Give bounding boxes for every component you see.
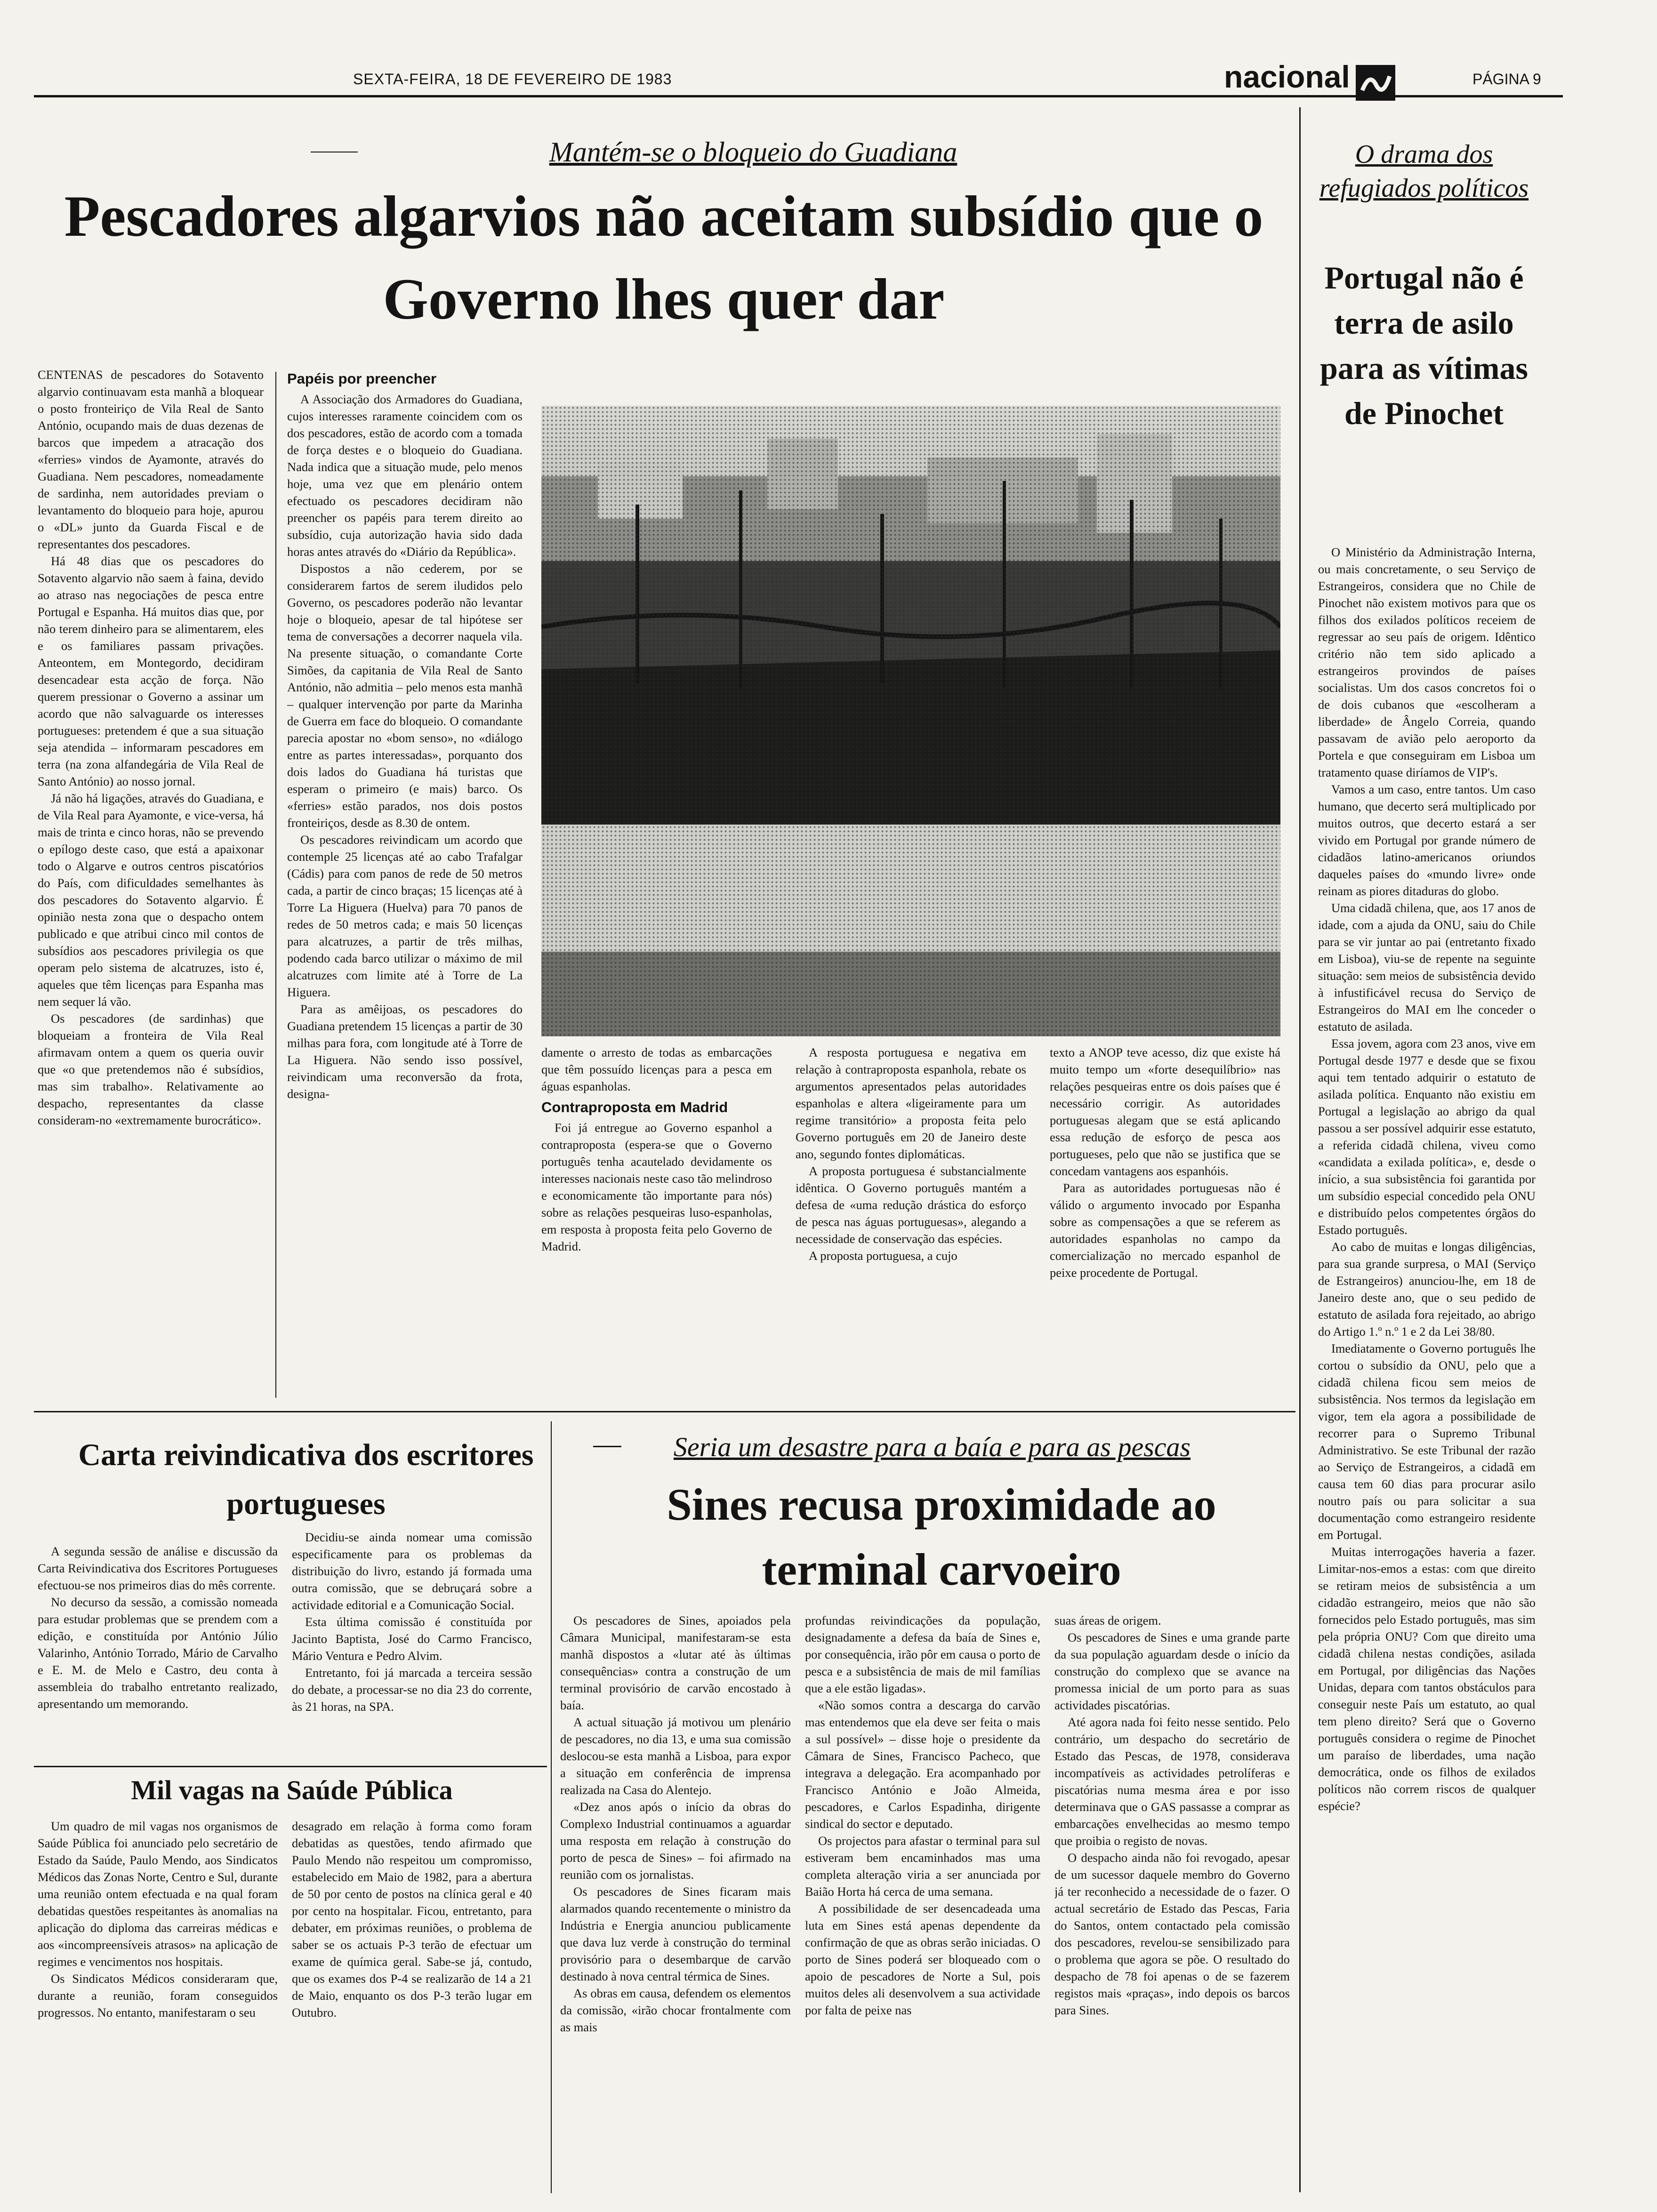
paragraph: A possibilidade de ser desencadeada uma luta em Sines está apenas dependente da confirmação de que as obras serão iniciadas. O porto de Sines poderá ser bloqueado com o apoio de pescadores de Norte a Sul, pois muitos deles ali desenvolvem a sua actividade por falta de peixe nas [805, 1901, 1040, 2017]
paragraph: Um quadro de mil vagas nos organismos de Saúde Pública foi anunciado pelo secretário de Estado da Saúde, Paulo Mendo, aos Sindicatos Médicos das Zonas Norte, Centro e Sul, durante uma reunião ontem efectuada e na qual foram debatidas questões respeitantes às anomalias na aplicação do diploma das carreiras médicas e aos «incompreensíveis atrasos» na aplicação de regimes e vencimentos nos hospitais. [38, 1819, 278, 1969]
lead-headline: Pescadores algarvios não aceitam subsídio que o Governo lhes quer dar [64, 184, 1263, 331]
carta-column-1 [38, 1543, 278, 1760]
sines-rule [551, 1421, 552, 2193]
paragraph: A segunda sessão de análise e discussão da Carta Reivindicativa dos Escritores Portugueses efectuou-se nos primeiros dias do mês corrente. [38, 1544, 278, 1592]
paragraph: A actual situação já motivou um plenário de pescadores, no dia 13, e uma sua comissão deslocou-se esta manhã a Lisboa, para expor a situação em conferência de imprensa realizada na Casa do Alentejo. [560, 1715, 791, 1797]
lead-bottom-rule [34, 1411, 1295, 1412]
paragraph: No decurso da sessão, a comissão nomeada para estudar problemas que se prendem com a edição, e constituída por António Júlio Valarinho, António Torrado, Mário de Carvalho e E. M. de Melo e Castro, deu conta à assembleia do trabalho entretanto realizado, apresentando um memorando. [38, 1595, 278, 1711]
paragraph: Os Sindicatos Médicos consideraram que, durante a reunião, foram conseguidos progressos. No entanto, manifestaram o seu [38, 1972, 278, 2020]
paragraph: A proposta portuguesa, a cujo [809, 1249, 957, 1263]
carta-column-2 [292, 1529, 532, 1760]
paragraph: texto a ANOP teve acesso, diz que existe há muito tempo um «forte desequilíbrio» nas relações pesqueiras entre os dois países que é necessário corrigir. As autoridades portuguesas alegam que se está aplicando essa redução de esforço de pesca aos portugueses, pelo que não se justifica que se concedam vantagens aos espanhóis. [1050, 1045, 1280, 1178]
paragraph: Até agora nada foi feito nesse sentido. Pelo contrário, um despacho do secretário de Estado das Pescas, de 1978, considerava incompatíveis as actividades petrolíferas e piscatórias numa mesma área e por isso determinava que o GAS passasse a comprar as embarcações envelhecidas ao mesmo tempo que proibia o registo de novas. [1054, 1715, 1290, 1848]
sines-column-1 [560, 1612, 791, 2200]
lead-column-5 [1050, 1044, 1280, 1406]
paragraph: Os pescadores reivindicam um acordo que contemple 25 licenças até ao cabo Trafalgar (Cádis) para com panos de rede de 50 metros cada, a partir de cinco braças; 15 licenças até à Torre La Higuera (Huelva) para 70 panos de redes de 50 metros cada; e mais 50 licenças para alcatruzes, a partir de três milhas, podendo cada barco utilizar o máximo de mil alcatruzes com limite até à Torre de La Higuera. [287, 833, 523, 999]
paragraph: Os pescadores de Sines e uma grande parte da sua população aguardam desde o início da construção do complexo que se avance na promessa inicial de um porto para as suas actividades piscatórias. [1054, 1630, 1290, 1712]
paragraph: Ao cabo de muitas e longas diligências, para sua grande surpresa, o MAI (Serviço de Estrangeiros) anunciou-lhe, em 18 de Janeiro deste ano, que o seu pedido de estatuto de asilada fora rejeitado, ao abrigo do Artigo 1.º n.º 1 e 2 da Lei 38/80. [1318, 1240, 1536, 1338]
paragraph: Muitas interrogações haveria a fazer. Limitar-nos-emos a estas: com que direito se retiram meios de subsistência a um cidadão estrangeiro, meios que não são fornecidos pelo Estado português, mas sim pela própria ONU? Com que direito uma cidadã chilena nestas condições, asilada em Portugal, por diligências das Nações Unidas, depara com tantos obstáculos para conseguir neste País um estatuto, ao qual tem pleno direito? Será que o Governo português considera o regime de Pinochet um paraíso de liberdades, uma nação democrática, onde os filhos de exilados políticos não correm riscos de qualquer espécie? [1318, 1545, 1536, 1813]
paragraph: «Dez anos após o início da obras do Complexo Industrial continuamos a aguardar uma resposta em relação à construção do porto de pesca de Sines» – foi afirmado na reunião com os jornalistas. [560, 1800, 791, 1882]
paragraph: Já não há ligações, através do Guadiana, e de Vila Real para Ayamonte, e vice-versa, há mais de trinta e cinco horas, não se prevendo o epílogo deste caso, que está a apaixonar todo o Algarve e outros centros piscatórios do País, com dificuldades semelhantes às dos pescadores do Sotavento algarvio. É opinião nesta zona que o despacho ontem publicado e que atribui cinco mil contos de subsídios aos pescadores privilegia os que operam pelo sistema de alcatruzes, isto é, aqueles que têm licenças para Espanha mas nem sequer lá vão. [38, 791, 264, 1009]
carta-headline: Carta reivindicativa dos escritores portugueses [78, 1438, 534, 1521]
paragraph: profundas reivindicações da população, designadamente a defesa da baía de Sines e, por consequência, irão pôr em causa o porto de pesca e a subsistência de mais de mil famílias que a ele estão ligadas». [805, 1613, 1040, 1695]
paragraph: O Ministério da Administração Interna, ou mais concretamente, o seu Serviço de Estrangeiros, considera que no Chile de Pinochet não existem motivos para que os filhos dos exilados políticos receiem de regressar ao seu país de origem. Idêntico critério não tem sido aplicado a estrangeiros provindos de países socialistas. Um dos casos concretos foi o de dois cubanos que «escolheram a liberdade» de Ângelo Correia, quando passavam de avião pelo aeroporto da Portela e que conseguiram em Lisboa um tratamento quase diríamos de VIP's. [1318, 545, 1536, 779]
paragraph: A Associação dos Armadores do Guadiana, cujos interesses raramente coincidem com os dos pescadores, estão de acordo com a tomada de força destes e o bloqueio do Guadiana. Nada indica que a situação mude, pelo menos hoje, uma vez que em plenário ontem efectuado os pescadores decidiram não preencher os papéis para terem direito ao subsídio, cuja autorização havia sido dada horas antes através do «Diário da República». [287, 392, 523, 559]
paragraph: CENTENAS de pescadores do Sotavento algarvio continuavam esta manhã a bloquear o posto fronteiriço de Vila Real de Santo António, ocupando mais de duas dezenas de barcos que impedem a atracação dos «ferries» vindos de Ayamonte, através do Guadiana. Nem pescadores, nomeadamente de sardinha, nem autoridades previam o levantamento do bloqueio para hoje, apurou o «DL» junto da Guarda Fiscal e de representantes dos pescadores. [38, 368, 264, 551]
lead-column-1 [38, 366, 264, 1404]
paragraph: Vamos a um caso, entre tantos. Um caso humano, que decerto será multiplicado por muitos outros, que decerto estará a ser vivido em Portugal por grande número de cidadãos latino-americanos oriundos daqueles países do «mundo livre» onde reinam as piores ditaduras do globo. [1318, 782, 1536, 898]
paragraph: Uma cidadã chilena, que, aos 17 anos de idade, com a ajuda da ONU, saiu do Chile para se vir juntar ao pai (entretanto fixado em Lisboa), viu-se de repente na seguinte situação: sem meios de subsistência devido à infustificável recusa do Serviço de Estrangeiros do MAI em lhe conceder o estatuto de asilada. [1318, 901, 1536, 1034]
paragraph: Para as amêijoas, os pescadores do Guadiana pretendem 15 licenças a partir de 30 milhas para fora, com longitude até à Torre de La Higuera. Não sendo isso possível, reivindicam uma reconversão da frota, designa- [287, 1002, 523, 1101]
paragraph: Essa jovem, agora com 23 anos, vive em Portugal desde 1977 e desde que se fixou aqui tem tentado adquirir o estatuto de asilada política. Enquanto não existiu em Portugal a legislação ao abrigo da qual passou a ser possível adquirir esse estatuto, a referida cidadã chilena, viveu como «candidata a exilada política», e, desde o início, a sua subsistência foi garantida por um subsídio especial concedido pela ONU e distribuído pelos competentes órgãos do Estado português. [1318, 1036, 1536, 1237]
saude-column-1 [38, 1818, 278, 2199]
lead-column-2 [287, 366, 523, 1404]
header-rule [34, 95, 1563, 97]
lead-kicker: Mantém-se o bloqueio do Guadiana [549, 136, 957, 168]
news-photo-boats [541, 406, 1280, 1036]
column-rule [275, 372, 276, 1398]
sines-column-3 [1054, 1612, 1290, 2200]
paragraph: A resposta portuguesa e negativa em relação à contraproposta espanhola, rebate os argumentos apresentados pelas autoridades espanholas e altera «ligeiramente para um regime transitório» a proposta feita pelo Governo português em 20 de Janeiro deste ano, segundo fontes diplomáticas. [796, 1045, 1026, 1161]
subheading: Contraproposta em Madrid [541, 1099, 728, 1115]
paragraph: Para as autoridades portuguesas não é válido o argumento invocado por Espanha sobre as compensações a que se referem as autoridades espanholas no campo da comercialização no mercado espanhol de peixe procedente de Portugal. [1050, 1181, 1280, 1280]
paragraph: Esta última comissão é constituída por Jacinto Baptista, José do Carmo Francisco, Mário Ventura e Pedro Alvim. [292, 1615, 532, 1663]
paragraph: damente o arresto de todas as embarcações que têm possuído licenças para a pesca em águas espanholas. [541, 1045, 772, 1093]
paragraph: As obras em causa, defendem os elementos da comissão, «irão chocar frontalmente com as mais [560, 1986, 791, 2034]
section-name: nacional [1224, 59, 1350, 94]
page-number: PÁGINA 9 [1472, 71, 1541, 88]
paragraph: «Não somos contra a descarga do carvão mas entendemos que ela deve ser feita o mais a sul possível» – disse hoje o presidente da Câmara de Sines, Francisco Pacheco, que integrava a delegação. Era acompanhado por Francisco António e João Almeida, pescadores, e Carlos Espadinha, dirigente sindical do sector e deputado. [805, 1698, 1040, 1831]
sidebar-kicker: O drama dos refugiados políticos [1319, 140, 1529, 203]
paragraph: Há 48 dias que os pescadores do Sotavento algarvio não saem à faina, devido ao atraso nas negociações de pesca entre Portugal e Espanha. Há muitos dias que, por não terem dinheiro para se alimentarem, eles e os familiares passam privações. Anteontem, em Montegordo, decidiram desencadear esta acção de força. Não querem pressionar o Governo a assinar um acordo que não salvaguarde os interesses portugueses: pretendem é que a sua situação seja atendida – informaram pescadores em terra (na zona alfandegária de Vila Real de Santo António) ao nosso jornal. [38, 554, 264, 788]
sines-headline: Sines recusa proximidade ao terminal carvoeiro [667, 1479, 1216, 1595]
paragraph: Dispostos a não cederem, por se considerarem fartos de serem iludidos pelo Governo, os pescadores poderão não levantar hoje o bloqueio, apesar de tal hipótese ser tema de conversações a decorrer naquela vila. Na presente situação, o comandante Corte Simões, da capitania de Vila Real de Santo António, não admitia – pelo menos esta manhã – qualquer intervenção por parte da Marinha de Guerra em face do bloqueio. O comandante parecia apostar no «bom senso», no «diálogo entre as partes interessadas», porquanto dos dois lados do Guadiana há turistas que esperam o primeiro (e mais) barco. Os «ferries» estão parados, nos dois postos fronteiriços, desde as 8.30 de ontem. [287, 561, 523, 830]
paragraph: Imediatamente o Governo português lhe cortou o subsídio da ONU, pelo que a cidadã chilena ficou sem meios de subsistência. Nos termos da legislação em vigor, tem ela agora a possibilidade de recorrer para o Supremo Tribunal Administrativo. Se este Tribunal der razão ao Serviço de Estrangeiros, a cidadã em causa tem 60 dias para procurar asilo noutro país ou para solicitar a sua documentação como estrangeiro residente em Portugal. [1318, 1341, 1536, 1542]
lead-column-4 [796, 1044, 1026, 1406]
carta-rule [34, 1766, 547, 1767]
sidebar-body [1318, 544, 1536, 2200]
paragraph: Entretanto, foi já marcada a terceira sessão do debate, a processar-se no dia 23 do corrente, às 21 horas, na SPA. [292, 1666, 532, 1714]
paragraph: Os pescadores de Sines ficaram mais alarmados quando recentemente o ministro da Indústria e Energia anunciou publicamente que dava luz verde à construção do terminal provisório para o desembarque de carvão destinado à nova central térmica de Sines. [560, 1884, 791, 1983]
sines-column-2 [805, 1612, 1040, 2200]
paragraph: Decidiu-se ainda nomear uma comissão especificamente para os problemas da distribuição do livro, estando já formada uma outra comissão, que se debruçará sobre a actividade editorial e a Comunicação Social. [292, 1530, 532, 1612]
paragraph: Os pescadores de Sines, apoiados pela Câmara Municipal, manifestaram-se esta manhã dispostos a «lutar até às últimas consequências» contra a construção de um terminal provisório de carvão encostado à baía. [560, 1613, 791, 1712]
saude-column-2 [292, 1818, 532, 2199]
sines-kicker-dash [593, 1446, 621, 1447]
paragraph: desagrado em relação à forma como foram debatidas as questões, tendo afirmado que Paulo Mendo não respeitou um compromisso, estabelecido em Maio de 1982, para a abertura de 50 por cento de postos na clínica geral e 40 por cento na hospitalar. Ficou, entretanto, para debater, em próximas reuniões, o problema de saber se os actuais P-3 terão de efectuar um exame de química geral. Sabe-se já, contudo, que os exames dos P-4 se realizarão de 14 a 21 de Maio, enquanto os dos P-3 terão lugar em Outubro. [292, 1819, 532, 2020]
paragraph: O despacho ainda não foi revogado, apesar de um sucessor daquele membro do Governo já ter reconhecido a necessidade de o fazer. O actual secretário de Estado das Pescas, Faria do Santos, ontem contactado pela comissão dos pescadores, revelou-se sensibilizado para o problema que agora se põe. O resultado do despacho de 78 foi apenas o de se fazerem registos mais «praças», indo depois os barcos para Sines. [1054, 1851, 1290, 2017]
sidebar-rule [1299, 107, 1301, 2192]
paragraph: suas áreas de origem. [1054, 1613, 1161, 1627]
subheading: Papéis por preencher [287, 370, 437, 387]
lead-column-3 [541, 1044, 772, 1406]
saude-headline: Mil vagas na Saúde Pública [131, 1775, 453, 1805]
sines-kicker: Seria um desastre para a baía e para as pescas [673, 1432, 1191, 1462]
paragraph: Foi já entregue ao Governo espanhol a contraproposta (espera-se que o Governo português tenha acautelado devidamente os interesses nacionais neste caso tão melindroso e economicamente tão importante para nós) sobre as relações pesqueiras luso-espanholas, em resposta à proposta feita pelo Governo de Madrid. [541, 1121, 772, 1253]
paragraph: Os pescadores (de sardinhas) que bloqueiam a fronteira de Vila Real afirmavam ontem a quem os queria ouvir que «o que pretendemos não é subsídios, mas sim trabalho». Relativamente ao despacho, representantes da classe consideram-no «extremamente burocrático». [38, 1011, 264, 1127]
date-line: SEXTA-FEIRA, 18 DE FEVEREIRO DE 1983 [353, 71, 672, 88]
sidebar-headline: Portugal não é terra de asilo para as vítimas de Pinochet [1320, 260, 1528, 431]
paragraph: Os projectos para afastar o terminal para sul estiveram bem encaminhados mas uma completa alteração viria a ser anunciada por Baião Horta há cerca de uma semana. [805, 1834, 1040, 1899]
paragraph: A proposta portuguesa é substancialmente idêntica. O Governo português mantém a defesa de «uma redução drástica do esforço de pesca nas águas portuguesas», alegando a necessidade de conservação das espécies. [796, 1164, 1026, 1246]
